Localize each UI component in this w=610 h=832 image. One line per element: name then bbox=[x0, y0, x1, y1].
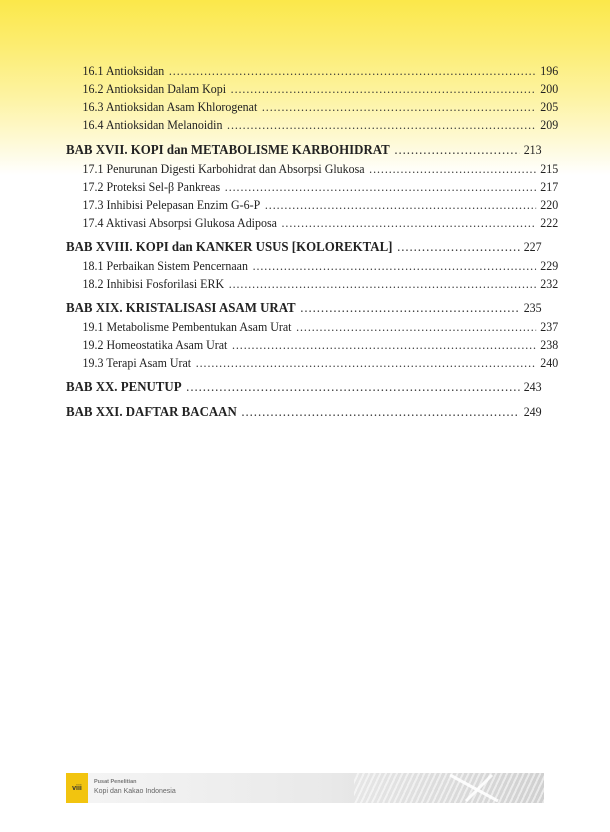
toc-dot-leader bbox=[169, 62, 536, 80]
toc-chapter-row bbox=[66, 140, 542, 160]
publisher-line-2: Kopi dan Kakao Indonesia bbox=[94, 788, 176, 795]
toc-section-row bbox=[66, 275, 558, 293]
toc-page-number: 205 bbox=[540, 99, 559, 114]
toc-section-row bbox=[66, 257, 558, 275]
toc-page-number: 229 bbox=[540, 258, 559, 273]
page-number: viii bbox=[66, 773, 88, 803]
toc-chapter-row bbox=[66, 237, 542, 257]
toc-page-number: 232 bbox=[540, 276, 559, 291]
toc-page-number: 240 bbox=[540, 355, 559, 370]
toc-page-number: 209 bbox=[540, 117, 559, 132]
toc-page-number: 249 bbox=[523, 404, 542, 419]
toc-entry-title: 17.4 Aktivasi Absorpsi Glukosa Adiposa bbox=[82, 215, 277, 230]
toc-entry-title: 19.1 Metabolisme Pembentukan Asam Urat bbox=[82, 319, 292, 334]
toc-chapter-row bbox=[66, 402, 542, 422]
toc-section-row bbox=[66, 178, 558, 196]
toc-section-row bbox=[66, 62, 558, 80]
toc-entry-title: 16.3 Antioksidan Asam Khlorogenat bbox=[82, 99, 258, 114]
toc-dot-leader bbox=[397, 238, 519, 258]
toc-entry-title: BAB XIX. KRISTALISASI ASAM URAT bbox=[66, 301, 296, 316]
toc-page-number: 213 bbox=[523, 142, 542, 157]
toc-page-number: 238 bbox=[540, 337, 559, 352]
toc-dot-leader bbox=[300, 299, 519, 319]
toc-dot-leader bbox=[262, 98, 536, 116]
toc-page-number: 237 bbox=[540, 319, 559, 334]
toc-entry-title: 16.1 Antioksidan bbox=[82, 63, 165, 78]
toc-page-number: 215 bbox=[540, 161, 559, 176]
footer-x-decoration-icon bbox=[444, 773, 504, 803]
toc-dot-leader bbox=[296, 318, 536, 336]
toc-entry-title: 17.1 Penurunan Digesti Karbohidrat dan Absorpsi Glukosa bbox=[82, 161, 365, 176]
toc-dot-leader bbox=[265, 196, 536, 214]
toc-dot-leader bbox=[241, 403, 519, 423]
toc-dot-leader bbox=[225, 178, 536, 196]
toc-dot-leader bbox=[186, 378, 519, 398]
toc-page-number: 200 bbox=[540, 81, 559, 96]
toc-entry-title: BAB XVIII. KOPI dan KANKER USUS [KOLOREKTAL] bbox=[66, 240, 393, 255]
toc-entry-title: 17.2 Proteksi Sel-β Pankreas bbox=[82, 179, 221, 194]
toc-entry-title: 18.2 Inhibisi Fosforilasi ERK bbox=[82, 276, 225, 291]
toc-page-number: 222 bbox=[540, 215, 559, 230]
toc-page-number: 227 bbox=[523, 239, 542, 254]
publisher-name bbox=[94, 778, 176, 796]
toc-dot-leader bbox=[394, 141, 519, 161]
toc-entry-title: BAB XXI. DAFTAR BACAAN bbox=[66, 405, 237, 420]
toc-dot-leader bbox=[282, 214, 536, 232]
toc-section-row bbox=[66, 196, 558, 214]
toc-entry-title: 16.2 Antioksidan Dalam Kopi bbox=[82, 81, 227, 96]
toc-entry-title: 19.3 Terapi Asam Urat bbox=[82, 355, 192, 370]
toc-page-number: 220 bbox=[540, 197, 559, 212]
toc-dot-leader bbox=[232, 336, 536, 354]
table-of-contents bbox=[66, 62, 559, 422]
toc-page-number: 243 bbox=[523, 379, 542, 394]
publisher-line-1: Pusat Penelitian bbox=[94, 779, 137, 785]
toc-section-row bbox=[66, 214, 558, 232]
toc-page-number: 196 bbox=[540, 63, 559, 78]
toc-dot-leader bbox=[227, 116, 536, 134]
toc-dot-leader bbox=[229, 275, 536, 293]
toc-section-row bbox=[66, 318, 558, 336]
toc-entry-title: BAB XX. PENUTUP bbox=[66, 380, 182, 395]
page-footer bbox=[66, 773, 544, 803]
toc-entry-title: 18.1 Perbaikan Sistem Pencernaan bbox=[82, 258, 248, 273]
toc-section-row bbox=[66, 354, 558, 372]
toc-section-row bbox=[66, 80, 558, 98]
toc-entry-title: 16.4 Antioksidan Melanoidin bbox=[82, 117, 223, 132]
toc-chapter-row bbox=[66, 377, 542, 397]
toc-section-row bbox=[66, 116, 558, 134]
toc-dot-leader bbox=[196, 354, 536, 372]
toc-section-row bbox=[66, 336, 558, 354]
toc-section-row bbox=[66, 98, 558, 116]
toc-page-number: 235 bbox=[523, 300, 542, 315]
toc-dot-leader bbox=[369, 160, 535, 178]
toc-chapter-row bbox=[66, 298, 542, 318]
toc-dot-leader bbox=[231, 80, 536, 98]
toc-page-number: 217 bbox=[540, 179, 559, 194]
toc-section-row bbox=[66, 160, 558, 178]
toc-entry-title: 17.3 Inhibisi Pelepasan Enzim G-6-P bbox=[82, 197, 261, 212]
toc-entry-title: BAB XVII. KOPI dan METABOLISME KARBOHIDRAT bbox=[66, 143, 390, 158]
toc-entry-title: 19.2 Homeostatika Asam Urat bbox=[82, 337, 228, 352]
toc-dot-leader bbox=[253, 257, 536, 275]
